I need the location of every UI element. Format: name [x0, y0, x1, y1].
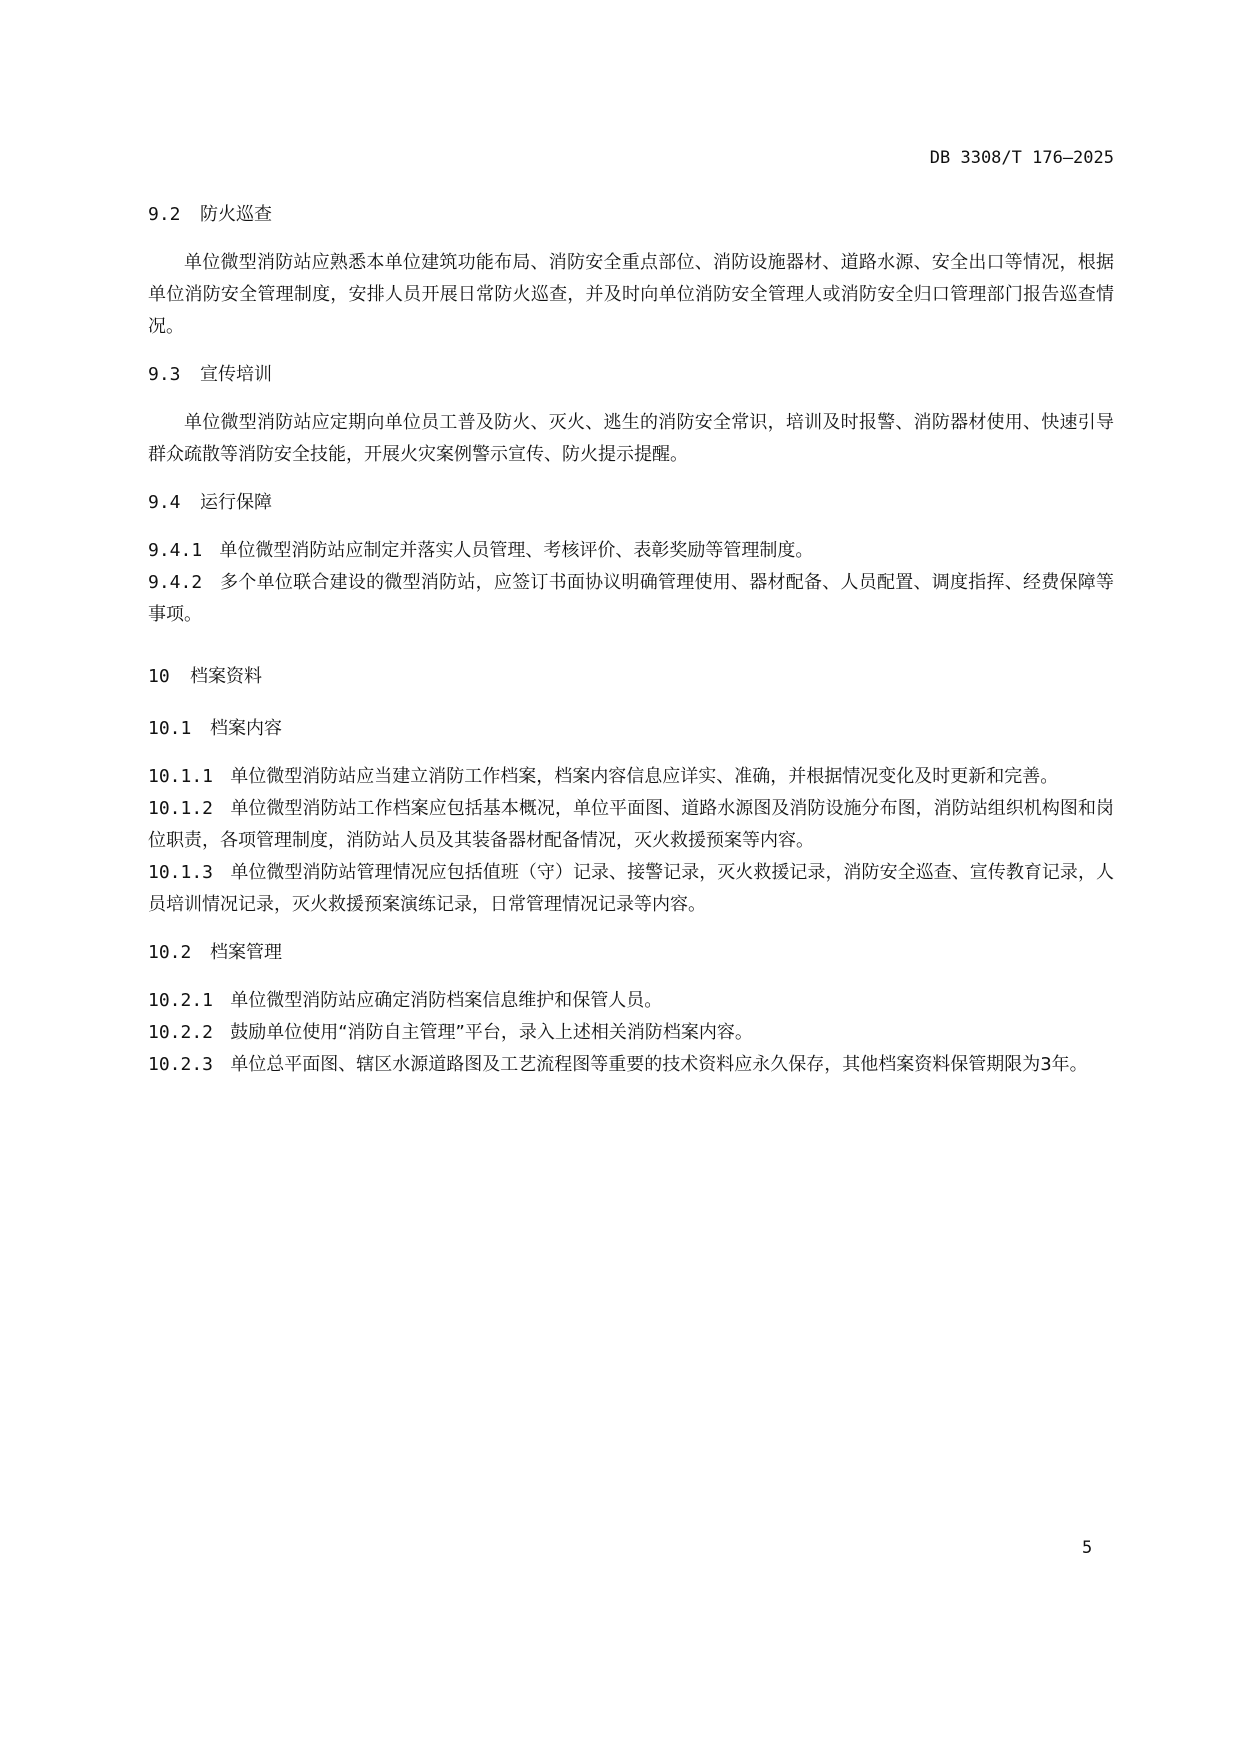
clause-text: 鼓励单位使用“消防自主管理”平台，录入上述相关消防档案内容。	[230, 1022, 753, 1043]
clause-text: 单位微型消防站应当建立消防工作档案，档案内容信息应详实、准确，并根据情况变化及时更新和完善。	[230, 766, 1059, 787]
clause-number: 9.4.1	[148, 540, 203, 561]
section-number: 9.4	[148, 492, 181, 513]
clause-text: 单位微型消防站工作档案应包括基本概况，单位平面图、道路水源图及消防设施分布图，消防站组织机构图和岗位职责，各项管理制度，消防站人员及其装备器材配备情况，灭火救援预案等内容。	[148, 798, 1114, 851]
clause-number: 10.1.2	[148, 798, 214, 819]
clause-number: 10.2.2	[148, 1022, 214, 1043]
section-number: 9.3	[148, 364, 181, 385]
section-number: 9.2	[148, 204, 181, 225]
clause-text: 单位微型消防站应确定消防档案信息维护和保管人员。	[230, 990, 663, 1011]
section-title: 档案内容	[210, 718, 282, 739]
section-heading-10-2	[148, 937, 1114, 969]
section-paragraph: 单位微型消防站应定期向单位员工普及防火、灭火、逃生的消防安全常识，培训及时报警、消防器材使用、快速引导群众疏散等消防安全技能，开展火灾案例警示宣传、防火提示提醒。	[148, 412, 1114, 465]
section-number: 10.2	[148, 942, 192, 963]
section-title: 档案管理	[210, 942, 282, 963]
section-paragraph: 单位微型消防站应熟悉本单位建筑功能布局、消防安全重点部位、消防设施器材、道路水源、安全出口等情况，根据单位消防安全管理制度，安排人员开展日常防火巡查，并及时向单位消防安全管理人或消防安全归口管理部门报告巡查情况。	[148, 252, 1114, 337]
clause-9-4-2	[148, 567, 1114, 631]
document-body	[148, 199, 1114, 1081]
chapter-title: 档案资料	[190, 666, 262, 687]
clause-10-2-2	[148, 1017, 1114, 1049]
section-heading-10-1	[148, 713, 1114, 745]
clause-number: 10.2.3	[148, 1054, 214, 1075]
clause-number: 10.1.1	[148, 766, 214, 787]
section-heading-9-3	[148, 359, 1114, 391]
clause-10-1-3	[148, 857, 1114, 921]
page-number: 5	[1082, 1538, 1093, 1558]
section-number: 10.1	[148, 718, 192, 739]
clause-10-2-3	[148, 1049, 1114, 1081]
section-title: 宣传培训	[200, 364, 272, 385]
clause-text: 单位微型消防站应制定并落实人员管理、考核评价、表彰奖励等管理制度。	[219, 540, 814, 561]
clause-10-1-2	[148, 793, 1114, 857]
clause-10-2-1	[148, 985, 1114, 1017]
clause-9-4-1	[148, 535, 1114, 567]
section-heading-9-4	[148, 487, 1114, 519]
section-heading-9-2	[148, 199, 1114, 231]
clause-10-1-1	[148, 761, 1114, 793]
section-title: 运行保障	[200, 492, 272, 513]
standard-code-header: DB 3308/T 176—2025	[929, 148, 1114, 168]
section-title: 防火巡查	[200, 204, 272, 225]
clause-number: 10.1.3	[148, 862, 214, 883]
clause-number: 10.2.1	[148, 990, 214, 1011]
clause-text: 多个单位联合建设的微型消防站，应签订书面协议明确管理使用、器材配备、人员配置、调度指挥、经费保障等事项。	[148, 572, 1115, 625]
clause-text: 单位微型消防站管理情况应包括值班（守）记录、接警记录，灭火救援记录，消防安全巡查、宣传教育记录，人员培训情况记录，灭火救援预案演练记录，日常管理情况记录等内容。	[148, 862, 1114, 915]
clause-number: 9.4.2	[148, 572, 203, 593]
chapter-number: 10	[148, 666, 170, 687]
chapter-heading-10	[148, 661, 1114, 693]
clause-text: 单位总平面图、辖区水源道路图及工艺流程图等重要的技术资料应永久保存，其他档案资料保管期限为3年。	[230, 1054, 1088, 1075]
